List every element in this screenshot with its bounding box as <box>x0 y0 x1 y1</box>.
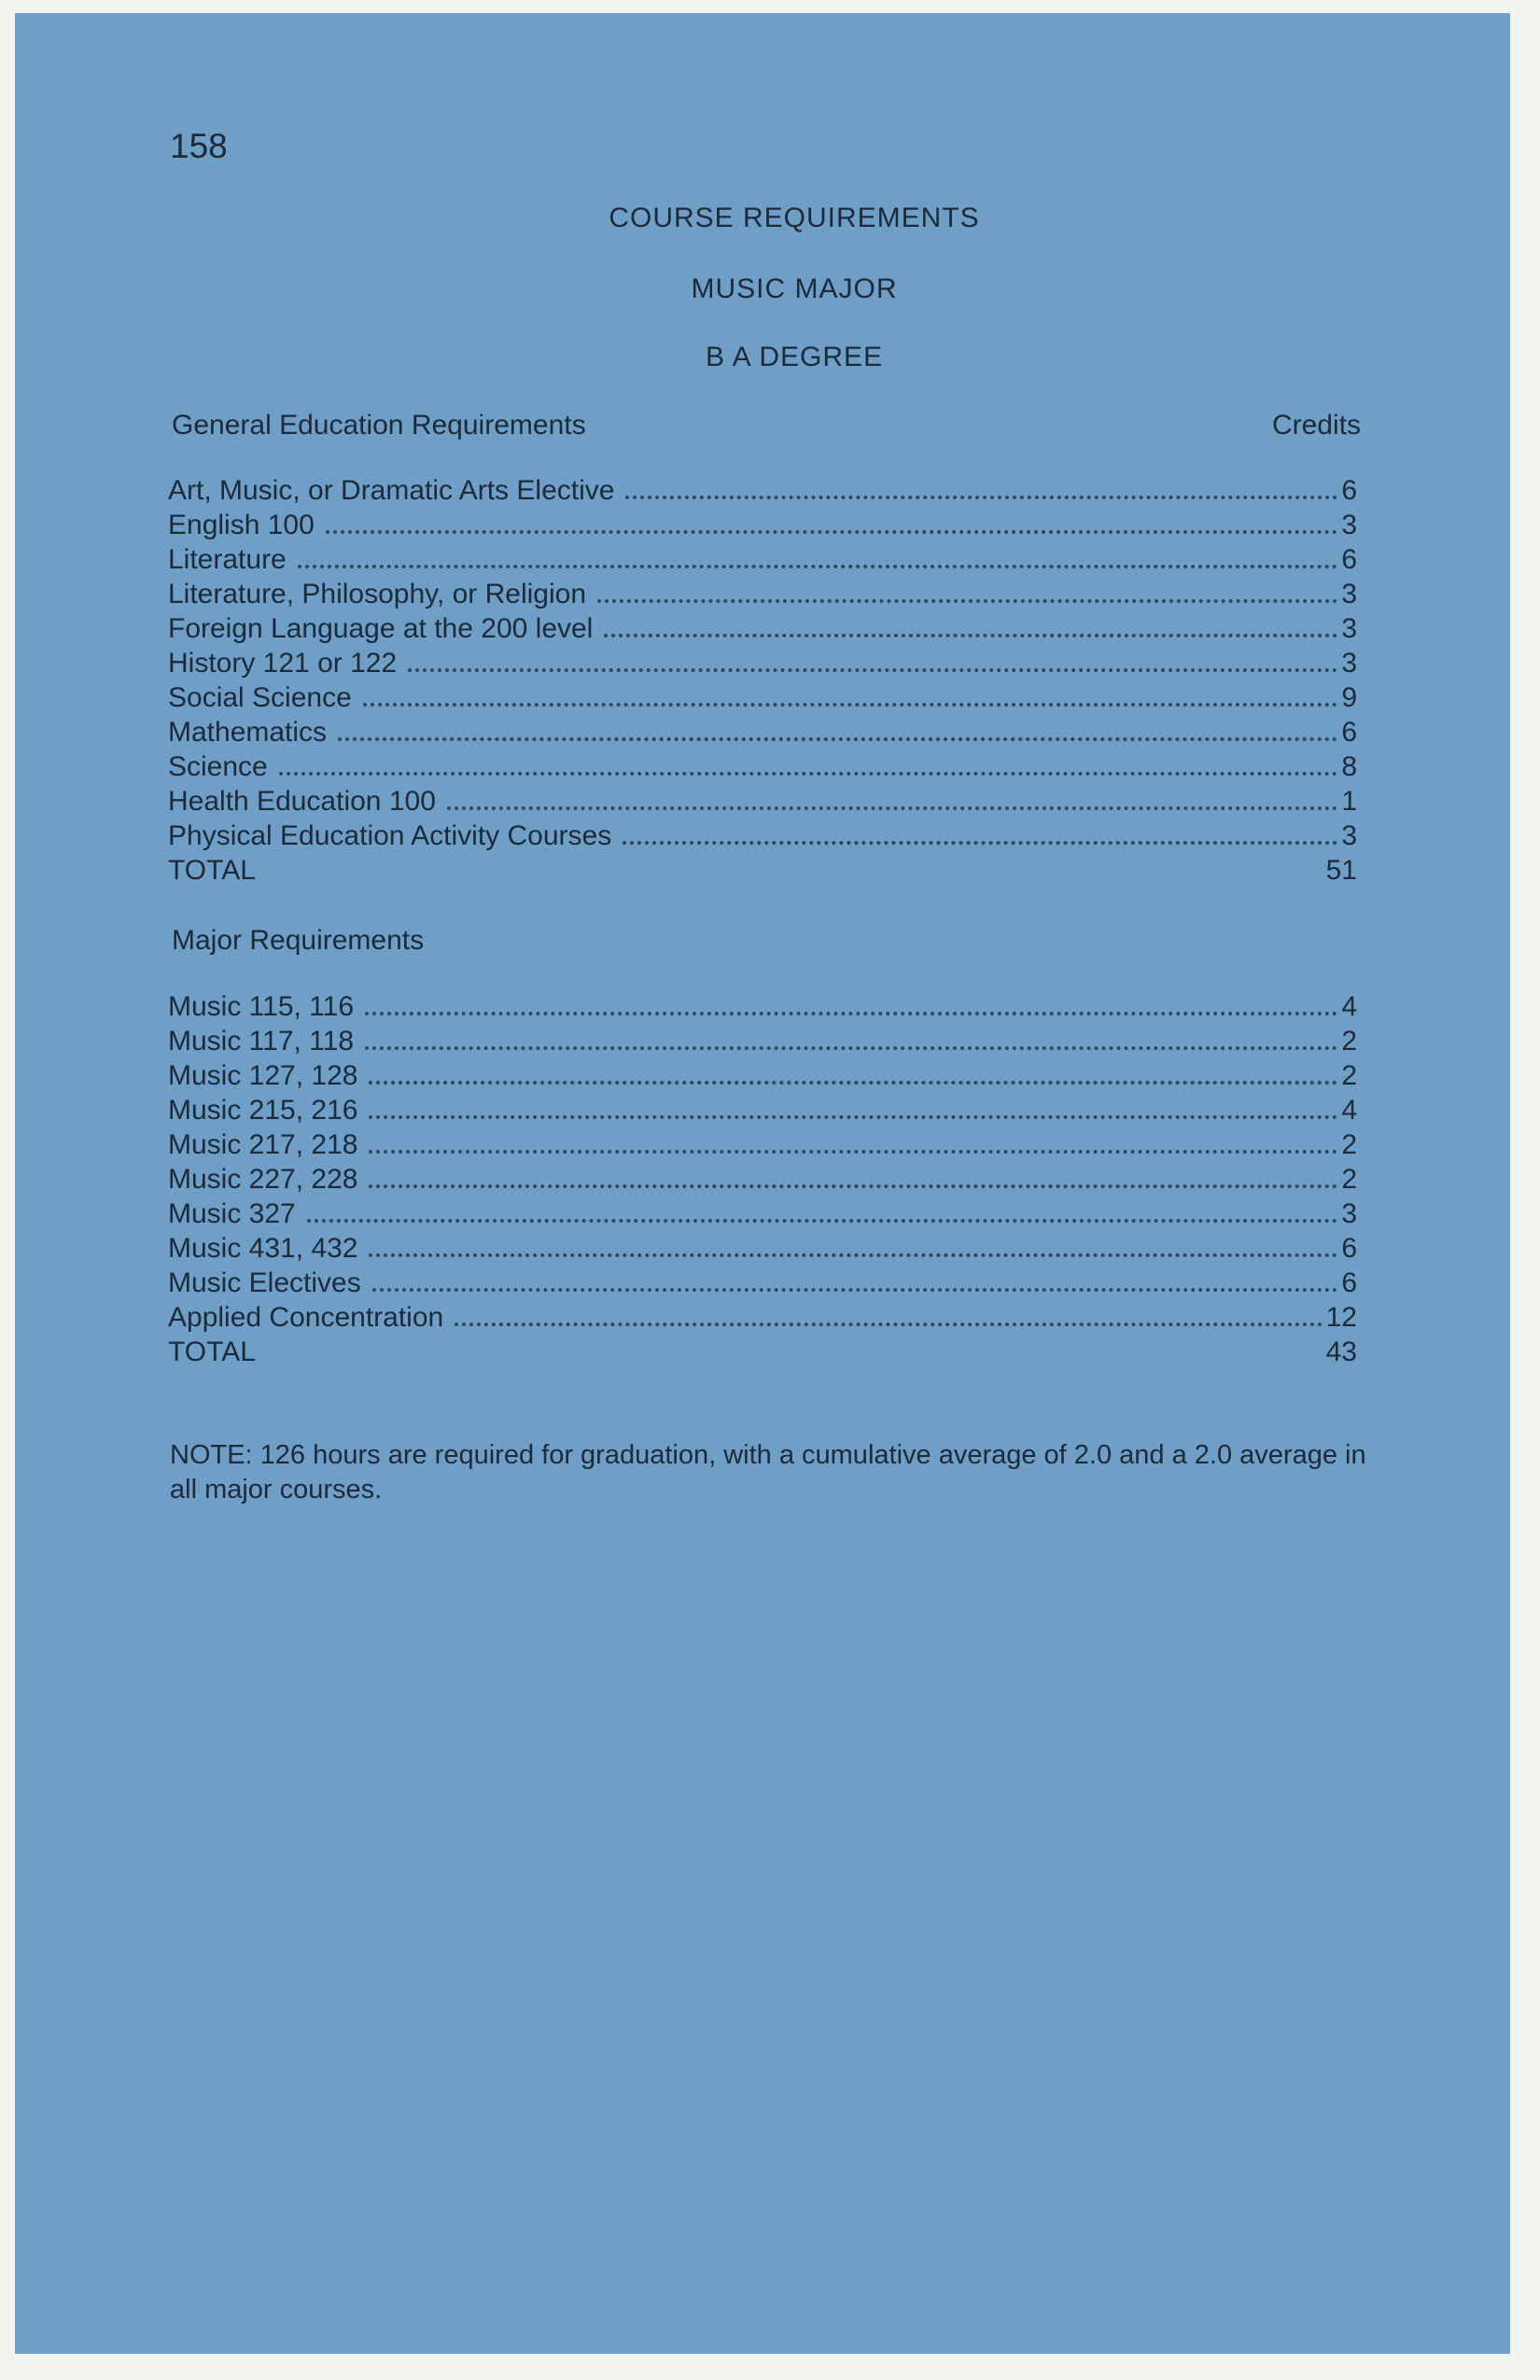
course-credits: 12 <box>1325 1302 1357 1333</box>
course-row <box>168 1127 1357 1162</box>
course-credits: 3 <box>1341 510 1357 540</box>
dot-leader <box>369 1115 1337 1119</box>
general-total-row <box>168 853 1357 888</box>
course-credits: 3 <box>1341 648 1357 679</box>
course-credits: 4 <box>1341 991 1357 1022</box>
course-label: Mathematics <box>168 717 328 748</box>
course-row <box>168 542 1357 577</box>
course-label: Literature <box>168 544 287 575</box>
course-label: Health Education 100 <box>168 786 436 817</box>
course-label: Physical Education Activity Courses <box>168 820 612 851</box>
catalog-page <box>15 13 1510 2354</box>
major-requirements-list <box>168 989 1357 1369</box>
dot-leader <box>365 1046 1337 1050</box>
course-row <box>168 473 1357 508</box>
dot-leader <box>369 1150 1337 1154</box>
dot-leader <box>455 1323 1322 1326</box>
course-row <box>168 715 1357 749</box>
dot-leader <box>369 1081 1337 1085</box>
dot-leader <box>372 1288 1338 1292</box>
course-credits: 1 <box>1341 786 1357 817</box>
course-row <box>168 1024 1357 1058</box>
course-label: Applied Concentration <box>168 1302 444 1333</box>
page-title: COURSE REQUIREMENTS <box>609 203 980 233</box>
dot-leader <box>338 737 1337 741</box>
course-row <box>168 1058 1357 1093</box>
course-row <box>168 1093 1357 1127</box>
course-row <box>168 508 1357 542</box>
page-number: 158 <box>170 127 228 165</box>
graduation-note: NOTE: 126 hours are required for graduation, with a cumulative average of 2.0 and a 2.0 average in all major courses. <box>170 1440 1366 1505</box>
course-label: Music 227, 228 <box>168 1164 358 1195</box>
course-credits: 4 <box>1341 1095 1357 1126</box>
course-credits: 3 <box>1341 820 1357 851</box>
course-row <box>168 819 1357 853</box>
course-credits: 2 <box>1341 1060 1357 1091</box>
course-credits: 3 <box>1341 579 1357 609</box>
course-row <box>168 784 1357 819</box>
course-credits: 6 <box>1341 475 1357 506</box>
total-label: TOTAL <box>168 1337 256 1367</box>
course-credits: 8 <box>1341 751 1357 782</box>
dot-leader <box>298 565 1338 568</box>
course-label: Music 431, 432 <box>168 1233 358 1264</box>
course-credits: 6 <box>1341 717 1357 748</box>
dot-leader <box>625 496 1337 499</box>
course-credits: 6 <box>1341 1267 1357 1298</box>
course-label: Music 127, 128 <box>168 1060 358 1091</box>
course-credits: 9 <box>1341 682 1357 713</box>
general-education-heading: General Education Requirements <box>172 410 586 441</box>
dot-leader <box>365 1012 1337 1015</box>
course-label: Music 215, 216 <box>168 1095 358 1126</box>
dot-leader <box>604 634 1337 637</box>
course-label: Science <box>168 751 268 782</box>
course-label: Music Electives <box>168 1267 361 1298</box>
course-row <box>168 1231 1357 1266</box>
course-row <box>168 646 1357 680</box>
course-row <box>168 1266 1357 1300</box>
course-credits: 3 <box>1341 613 1357 644</box>
course-label: Music 115, 116 <box>168 991 354 1022</box>
degree-title: B A DEGREE <box>705 342 884 372</box>
course-label: Music 117, 118 <box>168 1026 354 1057</box>
course-label: Art, Music, or Dramatic Arts Elective <box>168 475 615 506</box>
dot-leader <box>307 1219 1338 1223</box>
course-row <box>168 1197 1357 1231</box>
course-label: Music 217, 218 <box>168 1129 358 1160</box>
dot-leader <box>363 703 1338 707</box>
general-education-list <box>168 473 1357 888</box>
total-label: TOTAL <box>168 855 256 886</box>
major-requirements-heading: Major Requirements <box>172 925 425 956</box>
dot-leader <box>623 841 1337 845</box>
dot-leader <box>597 599 1337 603</box>
course-row <box>168 1162 1357 1197</box>
course-label: History 121 or 122 <box>168 648 398 679</box>
course-row <box>168 749 1357 784</box>
course-label: English 100 <box>168 510 315 540</box>
course-row <box>168 577 1357 611</box>
credits-column-heading: Credits <box>1271 410 1361 441</box>
dot-leader <box>408 668 1337 672</box>
dot-leader <box>369 1253 1337 1257</box>
course-label: Music 327 <box>168 1198 296 1229</box>
course-row <box>168 989 1357 1024</box>
dot-leader <box>279 772 1338 776</box>
course-credits: 6 <box>1341 1233 1357 1264</box>
course-credits: 2 <box>1341 1164 1357 1195</box>
dot-leader <box>369 1184 1337 1188</box>
course-credits: 2 <box>1341 1129 1357 1160</box>
course-label: Literature, Philosophy, or Religion <box>168 579 587 609</box>
major-total-row <box>168 1335 1357 1369</box>
course-row <box>168 680 1357 715</box>
course-credits: 2 <box>1341 1026 1357 1057</box>
course-credits: 6 <box>1341 544 1357 575</box>
course-row <box>168 611 1357 646</box>
total-value: 51 <box>1325 855 1357 886</box>
dot-leader <box>326 530 1338 534</box>
course-label: Social Science <box>168 682 352 713</box>
course-label: Foreign Language at the 200 level <box>168 613 594 644</box>
course-credits: 3 <box>1341 1198 1357 1229</box>
total-value: 43 <box>1325 1337 1357 1367</box>
major-title: MUSIC MAJOR <box>691 273 898 304</box>
course-row <box>168 1300 1357 1335</box>
dot-leader <box>447 806 1337 810</box>
